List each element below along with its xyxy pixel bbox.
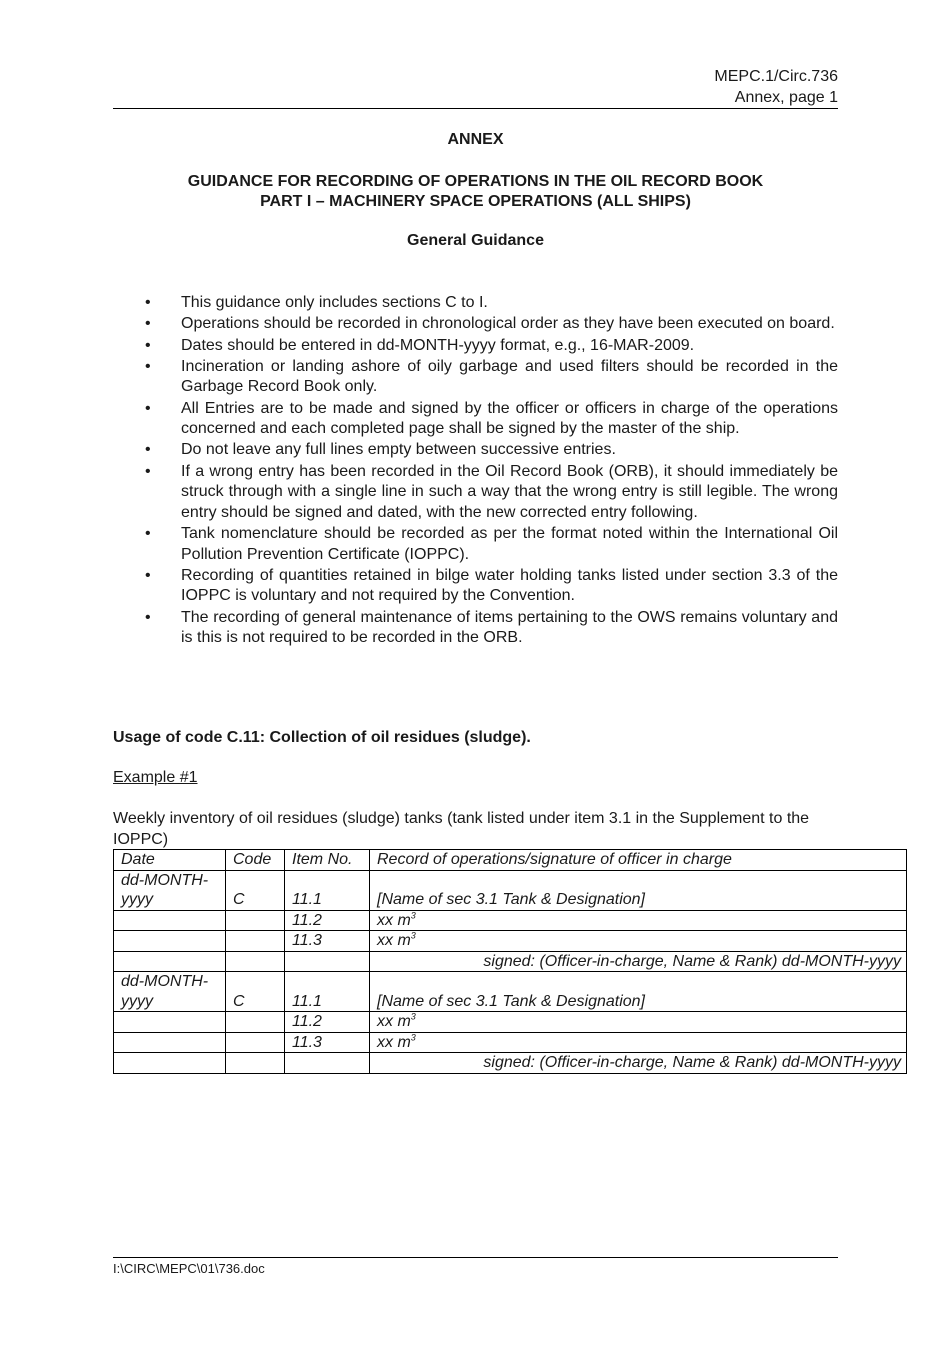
bullet-icon: • xyxy=(145,525,151,543)
cell-date xyxy=(114,1012,226,1033)
table-row xyxy=(114,910,907,931)
table-row xyxy=(114,1032,907,1053)
section-heading: Usage of code C.11: Collection of oil residues (sludge). xyxy=(113,729,531,746)
document-title xyxy=(113,172,838,212)
document-reference: MEPC.1/Circ.736 xyxy=(714,68,838,85)
list-item: • Tank nomenclature should be recorded as per the format noted within the International Oil Pollution Prevention Certificate (IOPPC). xyxy=(145,525,838,563)
cell-code xyxy=(226,1053,285,1074)
table-row xyxy=(114,870,907,910)
bullet-icon: • xyxy=(145,336,151,354)
footer-divider xyxy=(113,1257,838,1258)
unit-exponent: 3 xyxy=(410,930,416,941)
bullet-icon: • xyxy=(145,566,151,584)
example-description: Weekly inventory of oil residues (sludge) tanks (tank listed under item 3.1 in the Supplement to the IOPPC) xyxy=(113,810,810,848)
cell-record: [Name of sec 3.1 Tank & Designation] xyxy=(370,972,907,1012)
table-header-row xyxy=(114,850,907,871)
list-item: • The recording of general maintenance of items pertaining to the OWS remains voluntary and is this is not required to be recorded in the ORB. xyxy=(145,608,838,647)
header-date: Date xyxy=(114,850,226,871)
cell-item xyxy=(285,951,370,972)
cell-item: 11.1 xyxy=(285,870,370,910)
list-item: • All Entries are to be made and signed by the officer or officers in charge of the operations concerned and each completed page shall be signed by the master of the ship. xyxy=(145,399,838,438)
cell-item xyxy=(285,1053,370,1074)
cell-date xyxy=(114,951,226,972)
header-item-no: Item No. xyxy=(285,850,370,871)
page-reference: Annex, page 1 xyxy=(734,89,838,106)
list-item: • This guidance only includes sections C to I. xyxy=(113,293,838,314)
list-item: • Operations should be recorded in chronological order as they have been executed on board. xyxy=(113,314,838,335)
cell-date: dd-MONTH-yyyy xyxy=(114,870,226,910)
cell-signature: signed: (Officer-in-charge, Name & Rank) dd-MONTH-yyyy xyxy=(370,951,907,972)
cell-date xyxy=(114,910,226,931)
cell-item: 11.2 xyxy=(285,1012,370,1033)
table-row xyxy=(114,951,907,972)
bullet-icon: • xyxy=(145,608,151,626)
list-item: • Do not leave any full lines empty between successive entries. xyxy=(113,440,838,461)
cell-date xyxy=(114,1032,226,1053)
bullet-icon: • xyxy=(145,441,151,459)
cell-date: dd-MONTH-yyyy xyxy=(114,972,226,1012)
header-code: Code xyxy=(226,850,285,871)
cell-code: C xyxy=(226,870,285,910)
cell-code: C xyxy=(226,972,285,1012)
footer-file-path: I:\CIRC\MEPC\01\736.doc xyxy=(113,1261,265,1276)
cell-item: 11.3 xyxy=(285,1032,370,1053)
cell-item: 11.2 xyxy=(285,910,370,931)
cell-record: xx $m^3$ xyxy=(370,1032,907,1053)
cell-record: xx $m^3$ xyxy=(370,1012,907,1033)
unit-exponent: 3 xyxy=(410,1011,416,1022)
table-row xyxy=(114,972,907,1012)
cell-signature: signed: (Officer-in-charge, Name & Rank) dd-MONTH-yyyy xyxy=(370,1053,907,1074)
bullet-icon: • xyxy=(145,357,151,375)
header-record: Record of operations/signature of officer in charge xyxy=(370,850,907,871)
cell-date xyxy=(114,1053,226,1074)
cell-code xyxy=(226,931,285,952)
unit-exponent: 3 xyxy=(410,1032,416,1043)
oil-record-table xyxy=(113,849,907,1074)
bullet-icon: • xyxy=(145,462,151,480)
cell-record: [Name of sec 3.1 Tank & Designation] xyxy=(370,870,907,910)
cell-record: xx $m^3$ xyxy=(370,931,907,952)
cell-date xyxy=(114,931,226,952)
annex-heading: ANNEX xyxy=(447,131,504,148)
bullet-icon: • xyxy=(145,294,151,311)
list-item: • If a wrong entry has been recorded in the Oil Record Book (ORB), it should immediately be struck through with a single line in such a way that the wrong entry is still legible. The wrong entry should be signed and dated, with the new corrected entry following. xyxy=(145,462,838,521)
list-item: • Recording of quantities retained in bilge water holding tanks listed under section 3.3 of the IOPPC is voluntary and not required by the Convention. xyxy=(145,566,838,605)
list-item: • Incineration or landing ashore of oily garbage and used filters should be recorded in the Garbage Record Book only. xyxy=(145,357,838,396)
page-header xyxy=(113,66,838,108)
unit-exponent: 3 xyxy=(410,910,416,921)
table-row xyxy=(114,931,907,952)
cell-code xyxy=(226,1032,285,1053)
cell-code xyxy=(226,910,285,931)
cell-code xyxy=(226,951,285,972)
header-divider xyxy=(113,108,838,109)
title-line-1: GUIDANCE FOR RECORDING OF OPERATIONS IN THE OIL RECORD BOOK xyxy=(187,173,764,190)
cell-item: 11.1 xyxy=(285,972,370,1012)
guidance-list xyxy=(113,293,838,649)
table-row xyxy=(114,1012,907,1033)
title-line-2: PART I – MACHINERY SPACE OPERATIONS (ALL SHIPS) xyxy=(260,193,691,210)
general-guidance-heading: General Guidance xyxy=(407,232,544,249)
bullet-icon: • xyxy=(145,399,151,417)
example-label: Example #1 xyxy=(113,769,198,786)
cell-code xyxy=(226,1012,285,1033)
table-row xyxy=(114,1053,907,1074)
bullet-icon: • xyxy=(145,315,151,333)
list-item: • Dates should be entered in dd-MONTH-yyyy format, e.g., 16-MAR-2009. xyxy=(113,336,838,357)
cell-item: 11.3 xyxy=(285,931,370,952)
cell-record: xx $m^3$ xyxy=(370,910,907,931)
